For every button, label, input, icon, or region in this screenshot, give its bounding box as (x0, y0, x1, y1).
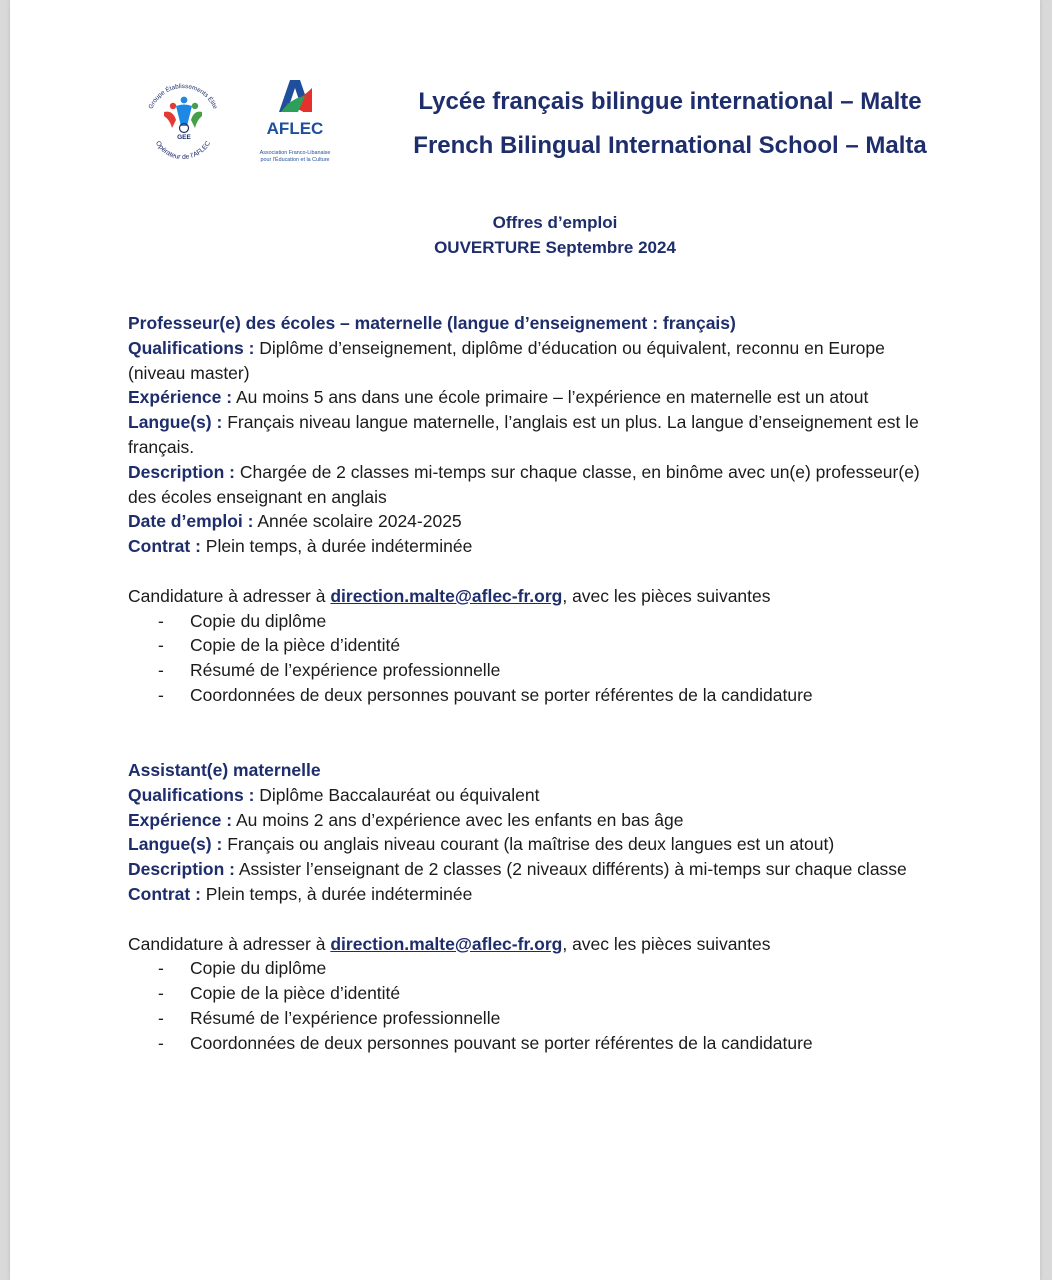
document-item-text: Coordonnées de deux personnes pouvant se porter référentes de la candidature (190, 1032, 813, 1053)
experience-row (128, 385, 928, 410)
dash-bullet: - (158, 1007, 164, 1028)
required-documents-list (128, 956, 928, 1055)
job-offer-teacher (128, 311, 928, 708)
list-item (128, 683, 928, 708)
gee-logo (138, 76, 228, 166)
document-page (10, 0, 1040, 1280)
list-item (128, 658, 928, 683)
contract-row (128, 882, 928, 907)
list-item (128, 609, 928, 634)
document-item-text: Coordonnées de deux personnes pouvant se porter référentes de la candidature (190, 684, 813, 705)
list-item (128, 1031, 928, 1056)
aflec-subtitle-line2: pour l'Éducation et la Culture (260, 157, 330, 163)
application-suffix: , avec les pièces suivantes (562, 933, 771, 954)
start-date-label: Date d’emploi : (128, 511, 254, 532)
start-date-row (128, 509, 928, 534)
dash-bullet: - (158, 983, 164, 1004)
aflec-subtitle-line1: Association Franco-Libanaise (259, 150, 331, 156)
experience-value: Au moins 5 ans dans une école primaire – l’expérience en maternelle est un atout (235, 387, 869, 408)
contract-value: Plein temps, à durée indéterminée (205, 536, 473, 557)
application-prefix: Candidature à adresser à (128, 585, 326, 606)
experience-row (128, 808, 928, 833)
application-line (128, 584, 928, 609)
list-item (128, 956, 928, 981)
description-row (128, 857, 928, 882)
gee-ring-top-text: Groupe Établissements Élite (147, 82, 219, 111)
languages-value: Français ou anglais niveau courant (la maîtrise des deux langues est un atout) (227, 834, 835, 855)
document-item-text: Copie du diplôme (190, 958, 327, 979)
contract-value: Plein temps, à durée indéterminée (205, 883, 473, 904)
aflec-logo (246, 74, 356, 174)
dash-bullet: - (158, 684, 164, 705)
job-offer-assistant (128, 758, 928, 1056)
list-item (128, 1006, 928, 1031)
qualifications-value: Diplôme Baccalauréat ou équivalent (259, 784, 540, 805)
list-item (128, 981, 928, 1006)
school-title-fr: Lycée français bilingue international – Malte (418, 88, 922, 115)
start-date-value: Année scolaire 2024-2025 (257, 511, 462, 532)
aflec-name: AFLEC (266, 119, 324, 138)
languages-row (128, 832, 928, 857)
document-item-text: Copie de la pièce d’identité (190, 983, 401, 1004)
job-title: Professeur(e) des écoles – maternelle (langue d’enseignement : français) (128, 313, 736, 333)
svg-text:Opérateur de l'AFLEC (154, 140, 212, 161)
experience-label: Expérience : (128, 387, 233, 408)
dash-bullet: - (158, 660, 164, 681)
description-value: Chargée de 2 classes mi-temps sur chaque classe, en binôme avec un(e) professeur(e) des écoles enseignant en anglais (128, 461, 920, 507)
application-email-link[interactable]: direction.malte@aflec-fr.org (330, 585, 563, 606)
job-title: Assistant(e) maternelle (128, 760, 321, 780)
document-item-text: Résumé de l’expérience professionnelle (190, 660, 501, 681)
dash-bullet: - (158, 1032, 164, 1053)
gee-ring-bottom-text: Opérateur de l'AFLEC (153, 139, 213, 162)
experience-label: Expérience : (128, 809, 233, 830)
languages-row (128, 410, 928, 460)
offers-heading (390, 210, 720, 260)
description-row (128, 460, 928, 510)
languages-value: Français niveau langue maternelle, l’anglais est un plus. La langue d’enseignement est le français. (128, 412, 919, 457)
languages-label: Langue(s) : (128, 412, 223, 433)
list-item (128, 633, 928, 658)
description-label: Description : (128, 859, 235, 880)
qualifications-label: Qualifications : (128, 337, 255, 358)
application-line (128, 932, 928, 957)
required-documents-list (128, 609, 928, 708)
school-title-en: French Bilingual International School – Malta (413, 132, 927, 159)
gee-short-label: GEE (177, 134, 191, 141)
offers-subtitle: OUVERTURE Septembre 2024 (434, 238, 676, 257)
document-item-text: Résumé de l’expérience professionnelle (190, 1007, 501, 1028)
application-prefix: Candidature à adresser à (128, 933, 326, 954)
aflec-a-mark-icon (279, 80, 312, 112)
experience-value: Au moins 2 ans d’expérience avec les enfants en bas âge (235, 809, 684, 830)
dash-bullet: - (158, 610, 164, 631)
application-suffix: , avec les pièces suivantes (562, 585, 771, 606)
qualifications-value: Diplôme d’enseignement, diplôme d’éducation ou équivalent, reconnu en Europe (niveau master) (128, 337, 885, 383)
offers-title: Offres d’emploi (492, 213, 618, 232)
dash-bullet: - (158, 958, 164, 979)
document-item-text: Copie de la pièce d’identité (190, 635, 401, 656)
logo-group (138, 70, 368, 180)
description-value: Assister l’enseignant de 2 classes (2 niveaux différents) à mi-temps sur chaque classe (238, 859, 907, 880)
dash-bullet: - (158, 635, 164, 656)
description-label: Description : (128, 461, 235, 482)
school-header (390, 80, 950, 168)
contract-label: Contrat : (128, 883, 201, 904)
people-figures-icon (164, 97, 202, 133)
contract-row (128, 534, 928, 559)
qualifications-row (128, 336, 928, 386)
document-item-text: Copie du diplôme (190, 610, 327, 631)
application-email-link[interactable]: direction.malte@aflec-fr.org (330, 933, 563, 954)
qualifications-label: Qualifications : (128, 784, 255, 805)
contract-label: Contrat : (128, 536, 201, 557)
languages-label: Langue(s) : (128, 834, 223, 855)
qualifications-row (128, 783, 928, 808)
